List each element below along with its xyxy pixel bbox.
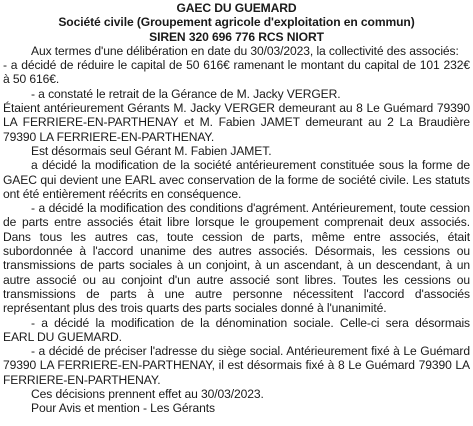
paragraph-deliberation: Aux termes d'une délibération en date du 30/03/2023, la collectivité des associés: — [31, 43, 459, 58]
company-siren: SIREN 320 696 776 RCS NIORT — [149, 29, 324, 44]
paragraph-sole-manager: Est désormais seul Gérant M. Fabien JAMET. — [31, 143, 272, 158]
paragraph-approval-conditions: - a décidé la modification des conditions d'agrément. Antérieurement, toute cession de parts entre associés était libre lorsque le groupement comprenait deux associés. Dans tous les autres cas, toute cession de parts, même entre associés, était subordonnée à l'accord unanime des autres associés. Désormais, les cessions ou transmissions de parts sociales à un conjoint, à un ascendant, à un descendant, à un autre associé ou au conjoint d'un autre associé sont libres. Toutes les cessions ou transmissions de parts à une autre personne nécessitent l'accord d'associés représentant plus des trois quarts des parts sociales donné à l'unanimité. — [3, 201, 470, 316]
company-name: GAEC DU GUEMARD — [176, 1, 297, 15]
company-legal-form: Société civile (Groupement agricole d'exploitation en commun) — [58, 15, 415, 30]
paragraph-withdrawal: - a constaté le retrait de la Gérance de M. Jacky VERGER. — [31, 86, 341, 101]
paragraph-previous-managers: Étaient antérieurement Gérants M. Jacky VERGER demeurant au 8 Le Guémard 79390 LA FERRIERE-EN-PARTHENAY et M. Fabien JAMET demeurant au 2 La Braudière 79390 LA FERRIERE-EN-PARTHENAY. — [3, 101, 470, 144]
paragraph-registered-office: - a décidé de préciser l'adresse du siège social. Antérieurement fixé à Le Guémard 79390 LA FERRIERE-EN-PARTHENAY, il est désormais fixé à 8 Le Guémard 79390 LA FERRIERE-EN-PARTHENAY. — [3, 344, 470, 387]
paragraph-name-change: - a décidé la modification de la dénomination sociale. Celle-ci sera désormais EARL DU GUEMARD. — [3, 315, 470, 344]
paragraph-capital-reduction: - a décidé de réduire le capital de 50 616€ ramenant le montant du capital de 101 232€ à 50 616€. — [3, 58, 470, 87]
paragraph-signature: Pour Avis et mention - Les Gérants — [31, 401, 215, 416]
paragraph-form-change: a décidé la modification de la société antérieurement constituée sous la forme de GAEC qui devient une EARL avec conservation de la forme de société civile. Les statuts ont été entièrement réécrits en conséquence. — [3, 158, 470, 201]
paragraph-effective-date: Ces décisions prennent effet au 30/03/2023. — [31, 387, 264, 402]
